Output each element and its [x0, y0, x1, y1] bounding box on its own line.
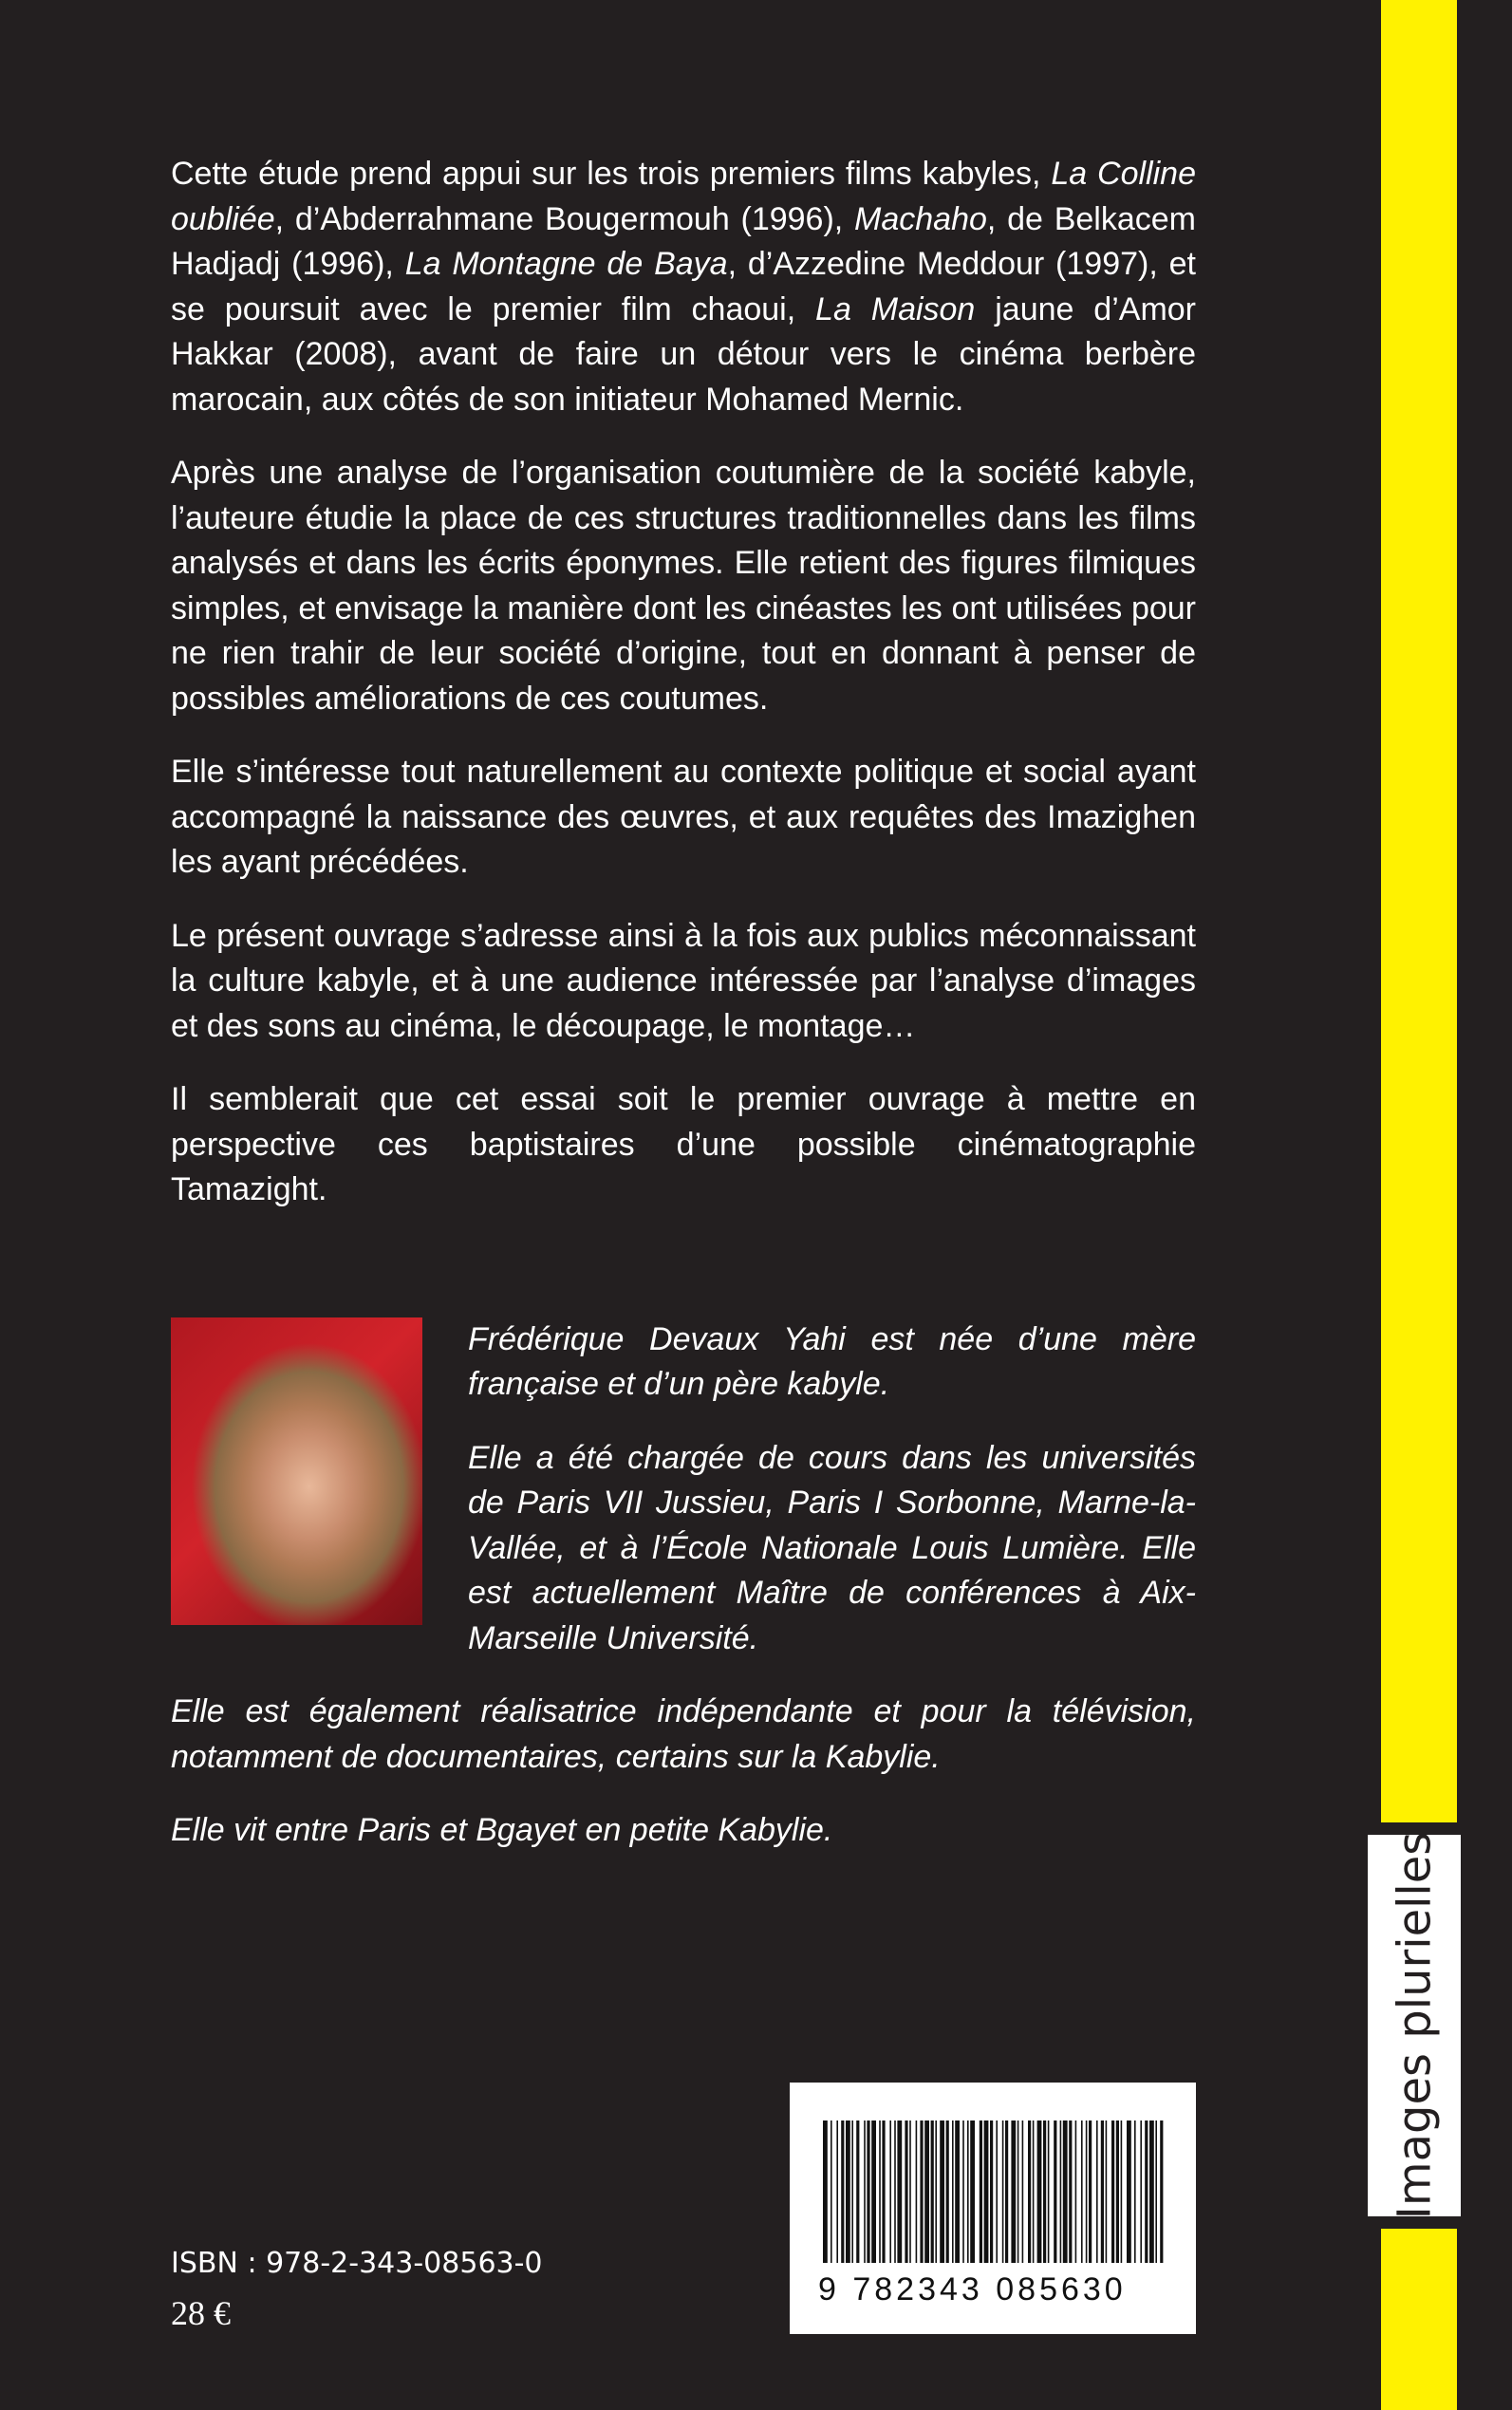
barcode-bar — [1145, 2120, 1148, 2263]
barcode-bar — [935, 2120, 937, 2263]
barcode-bar — [1121, 2120, 1123, 2263]
barcode-bar — [882, 2120, 885, 2263]
barcode-bar — [1086, 2120, 1088, 2263]
barcode-bar — [1037, 2120, 1042, 2263]
barcode-bar — [1149, 2120, 1154, 2263]
film-title: La Montagne de Baya — [404, 246, 728, 282]
barcode-bar — [984, 2120, 989, 2263]
barcode-number: 9 782343 085630 — [818, 2271, 1127, 2307]
film-title: Machaho — [854, 200, 987, 237]
barcode-bar — [931, 2120, 934, 2263]
barcode-bar — [952, 2120, 954, 2263]
barcode-bar — [856, 2120, 859, 2263]
barcode-bar — [889, 2120, 891, 2263]
film-title: La Colline oubliée — [171, 156, 1196, 237]
text-run: jaune d’Amor Hakkar (2008), avant de faire un détour vers le cinéma berbère marocain, aux côtés de son initiateur Mohamed Mernic. — [171, 290, 1196, 418]
barcode-bar — [916, 2120, 918, 2263]
barcode-bar — [1005, 2120, 1008, 2263]
barcode-bar — [1028, 2120, 1031, 2263]
footer-info — [171, 2245, 543, 2334]
barcode-bar — [831, 2120, 832, 2263]
barcode-bar — [1160, 2120, 1163, 2263]
text-run: , d’Abderrahmane Bougermouh (1996), — [274, 200, 855, 237]
back-cover-content — [171, 152, 1196, 2334]
isbn: ISBN : 978-2-343-08563-0 — [171, 2247, 543, 2280]
barcode-bar — [823, 2120, 828, 2263]
barcode-bar — [1060, 2120, 1062, 2263]
barcode-bar — [909, 2120, 911, 2263]
barcode-bar — [1096, 2120, 1098, 2263]
barcode-bar — [1011, 2120, 1016, 2263]
bio-paragraph-2: Elle a été chargée de cours dans les universités de Paris VII Jussieu, Paris I Sorbonne, Marne-la-Vallée, et à l’École Nationale Louis Lumière. Elle est actuellement Maître de conférences à Aix-Marseille Université. — [468, 1439, 1196, 1656]
barcode-bar — [1140, 2120, 1142, 2263]
barcode-bar — [851, 2120, 853, 2263]
barcode-bar — [980, 2120, 982, 2263]
price: 28 € — [171, 2294, 231, 2332]
barcode-bar — [1063, 2120, 1068, 2263]
author-section — [171, 1317, 1196, 1691]
text-run: , d’Azzedine Meddour (1997), et se poursuit avec le premier film chaoui, — [171, 246, 1196, 327]
barcode-bar — [836, 2120, 838, 2263]
text-run: , de Belkacem Hadjadj (1996), — [171, 200, 1196, 282]
bio-paragraph-1: Frédérique Devaux Yahi est née d’une mère française et d’un père kabyle. — [468, 1320, 1196, 1402]
text-run: Cette étude prend appui sur les trois premiers films kabyles, — [171, 156, 1052, 192]
barcode-bar — [924, 2120, 929, 2263]
barcode-bar — [1054, 2120, 1056, 2263]
barcode-bar — [897, 2120, 902, 2263]
barcode-bar — [1155, 2120, 1157, 2263]
barcode-bar — [1111, 2120, 1114, 2263]
barcode-bar — [1043, 2120, 1046, 2263]
blurb-paragraph-4: Le présent ouvrage s’adresse ainsi à la fois aux publics méconnaissant la culture kabyle, et à une audience intéressée par l’analyse d’images et des sons au cinéma, le découpage, le montage… — [171, 917, 1196, 1044]
barcode-bar — [1002, 2120, 1004, 2263]
spine-accent-band-top — [1381, 0, 1457, 1822]
film-title: La Maison — [815, 290, 976, 327]
barcode-bar — [962, 2120, 964, 2263]
series-label: Images plurielles — [1388, 1831, 1442, 2220]
blurb-paragraph-5: Il semblerait que cet essai soit le premier ouvrage à mettre en perspective ces baptistaires d’une possible cinématographie Tamazight. — [171, 1081, 1196, 1207]
barcode-bar — [996, 2120, 998, 2263]
footer — [171, 2064, 1196, 2334]
barcode-bar — [1069, 2120, 1072, 2263]
barcode-bar — [1101, 2120, 1104, 2263]
barcode-bar — [1075, 2120, 1077, 2263]
barcode-bar — [990, 2120, 993, 2263]
barcode-bar — [864, 2120, 866, 2263]
barcode-bar — [955, 2120, 960, 2263]
blurb-paragraph-3: Elle s’intéresse tout naturellement au contexte politique et social ayant accompagné la naissance des œuvres, et aux requêtes des Imazighen les ayant précédées. — [171, 754, 1196, 880]
barcode-bar — [894, 2120, 896, 2263]
author-photo — [171, 1317, 422, 1625]
barcode-bars — [823, 2120, 1165, 2263]
barcode-bar — [1127, 2120, 1131, 2263]
barcode-bar — [1134, 2120, 1136, 2263]
barcode — [790, 2083, 1196, 2334]
barcode-bar — [1106, 2120, 1108, 2263]
barcode-bar — [1048, 2120, 1050, 2263]
blurb — [171, 152, 1196, 1242]
series-label-box — [1368, 1831, 1461, 2220]
author-bio-continued — [171, 1690, 1196, 1882]
barcode-bar — [940, 2120, 944, 2263]
blurb-paragraph-2: Après une analyse de l’organisation coutumière de la société kabyle, l’auteure étudie la place de ces structures traditionnelles dans les films analysés et dans les écrits éponymes. Elle retient des figures filmiques simples, et envisage la manière dont les cinéastes les ont utilisées pour ne rien trahir de leur société d’origine, tout en donnant à penser de possibles améliorations de ces coutumes. — [171, 455, 1196, 717]
barcode-bar — [1116, 2120, 1119, 2263]
bio-paragraph-3: Elle est également réalisatrice indépendante et pour la télévision, notamment de documentaires, certains sur la Kabylie. — [171, 1693, 1196, 1775]
bio-paragraph-4: Elle vit entre Paris et Bgayet en petite Kabylie. — [171, 1812, 833, 1848]
spine-accent-band-bottom — [1381, 2229, 1457, 2410]
barcode-bar — [871, 2120, 876, 2263]
blurb-paragraph-1 — [171, 152, 1196, 422]
author-bio — [468, 1317, 1196, 1691]
barcode-bar — [970, 2120, 975, 2263]
barcode-bar — [867, 2120, 869, 2263]
barcode-bar — [846, 2120, 850, 2263]
barcode-bar — [1033, 2120, 1035, 2263]
barcode-bar — [879, 2120, 881, 2263]
barcode-bar — [841, 2120, 844, 2263]
barcode-bar — [1089, 2120, 1092, 2263]
barcode-bar — [967, 2120, 969, 2263]
barcode-bar — [1022, 2120, 1024, 2263]
barcode-bar — [946, 2120, 949, 2263]
barcode-bar — [1017, 2120, 1019, 2263]
barcode-bar — [920, 2120, 923, 2263]
barcode-bar — [905, 2120, 907, 2263]
barcode-bar — [1081, 2120, 1083, 2263]
